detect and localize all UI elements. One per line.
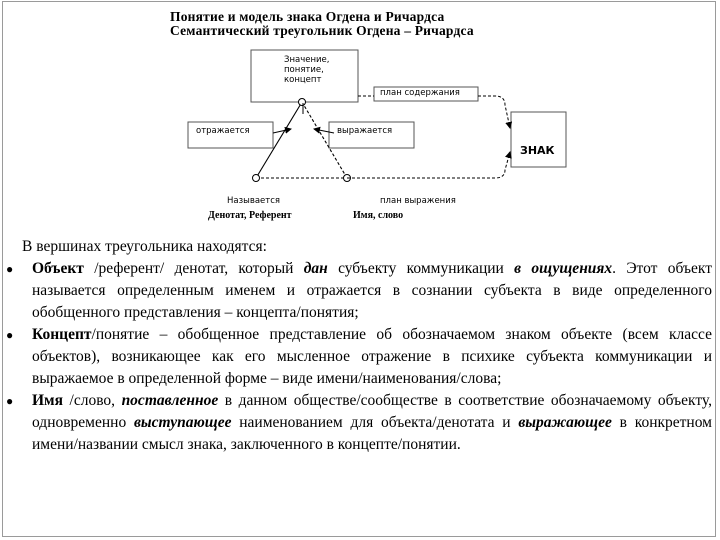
title-line-2: Семантический треугольник Огдена – Ричардса [170, 23, 474, 38]
expression-plan-connector [347, 152, 510, 178]
object-sensations: в ощущениях [514, 260, 613, 277]
bullet-dot-icon: ● [6, 262, 14, 276]
name-placed: поставленное [121, 392, 219, 409]
object-given: дан [303, 260, 328, 277]
name-word-label: Имя, слово [353, 210, 404, 221]
sign-label: ЗНАК [520, 144, 555, 157]
plan-content-label: план содержания [380, 88, 460, 98]
vertex-left [253, 175, 260, 182]
bullet-concept [6, 324, 712, 390]
concept-term: Концепт [32, 326, 92, 343]
title-line-1: Понятие и модель знака Огдена и Ричардса [170, 9, 445, 24]
name-text-2: в данном обществе/сообществе в соответствие обозначаемому объекту, одновременно [32, 392, 712, 431]
concept-line-2: понятие, [284, 65, 324, 75]
vertex-top [299, 99, 306, 106]
concept-text: /понятие – обобщенное представление об обозначаемом знаком объекте (всем классе объектов), возникающее как его мысленное отражение в психике субъекта коммуникации и выражаемое в определенной форме – виде имени/наименования/слова; [32, 326, 712, 387]
concept-box-label [284, 55, 329, 85]
name-term: Имя [32, 392, 63, 409]
denotat-label: Денотат, Референт [208, 210, 292, 221]
bullet-dot-icon: ● [6, 394, 14, 408]
name-text-1: /слово, [63, 392, 122, 409]
object-term: Объект [32, 260, 84, 277]
bullet-dot-icon: ● [6, 328, 14, 342]
object-text-1: /референт/ денотат, который [83, 260, 304, 277]
name-expressing: выражающее [518, 414, 612, 431]
bullet-object [6, 258, 712, 324]
name-text-4: в конкретном имени/названии смысл знака, заключенного в концепте/понятии. [32, 414, 712, 453]
bullet-name [6, 390, 712, 456]
intro-text: В вершинах треугольника находятся: [22, 238, 267, 255]
concept-line-3: концепт [284, 75, 322, 85]
reflects-label: отражается [196, 126, 250, 136]
concept-line-1: Значение, [284, 55, 330, 65]
bullet-list [6, 258, 712, 456]
object-text-3: . Этот объект называется определенным именем и отражается в сознании субъекта в виде определенного обобщенного представления – концепта/понятия; [32, 260, 712, 321]
expresses-label: выражается [337, 126, 393, 136]
name-text-3: наименованием для объекта/денотата и [231, 414, 519, 431]
plan-expression-label: план выражения [380, 196, 456, 206]
semantic-triangle-diagram [0, 0, 720, 240]
name-acting: выступающее [133, 414, 232, 431]
object-text-2: субъекту коммуникации [327, 260, 515, 277]
reflects-arrow [273, 129, 291, 133]
named-label: Называется [227, 196, 281, 206]
sign-box [511, 112, 566, 167]
